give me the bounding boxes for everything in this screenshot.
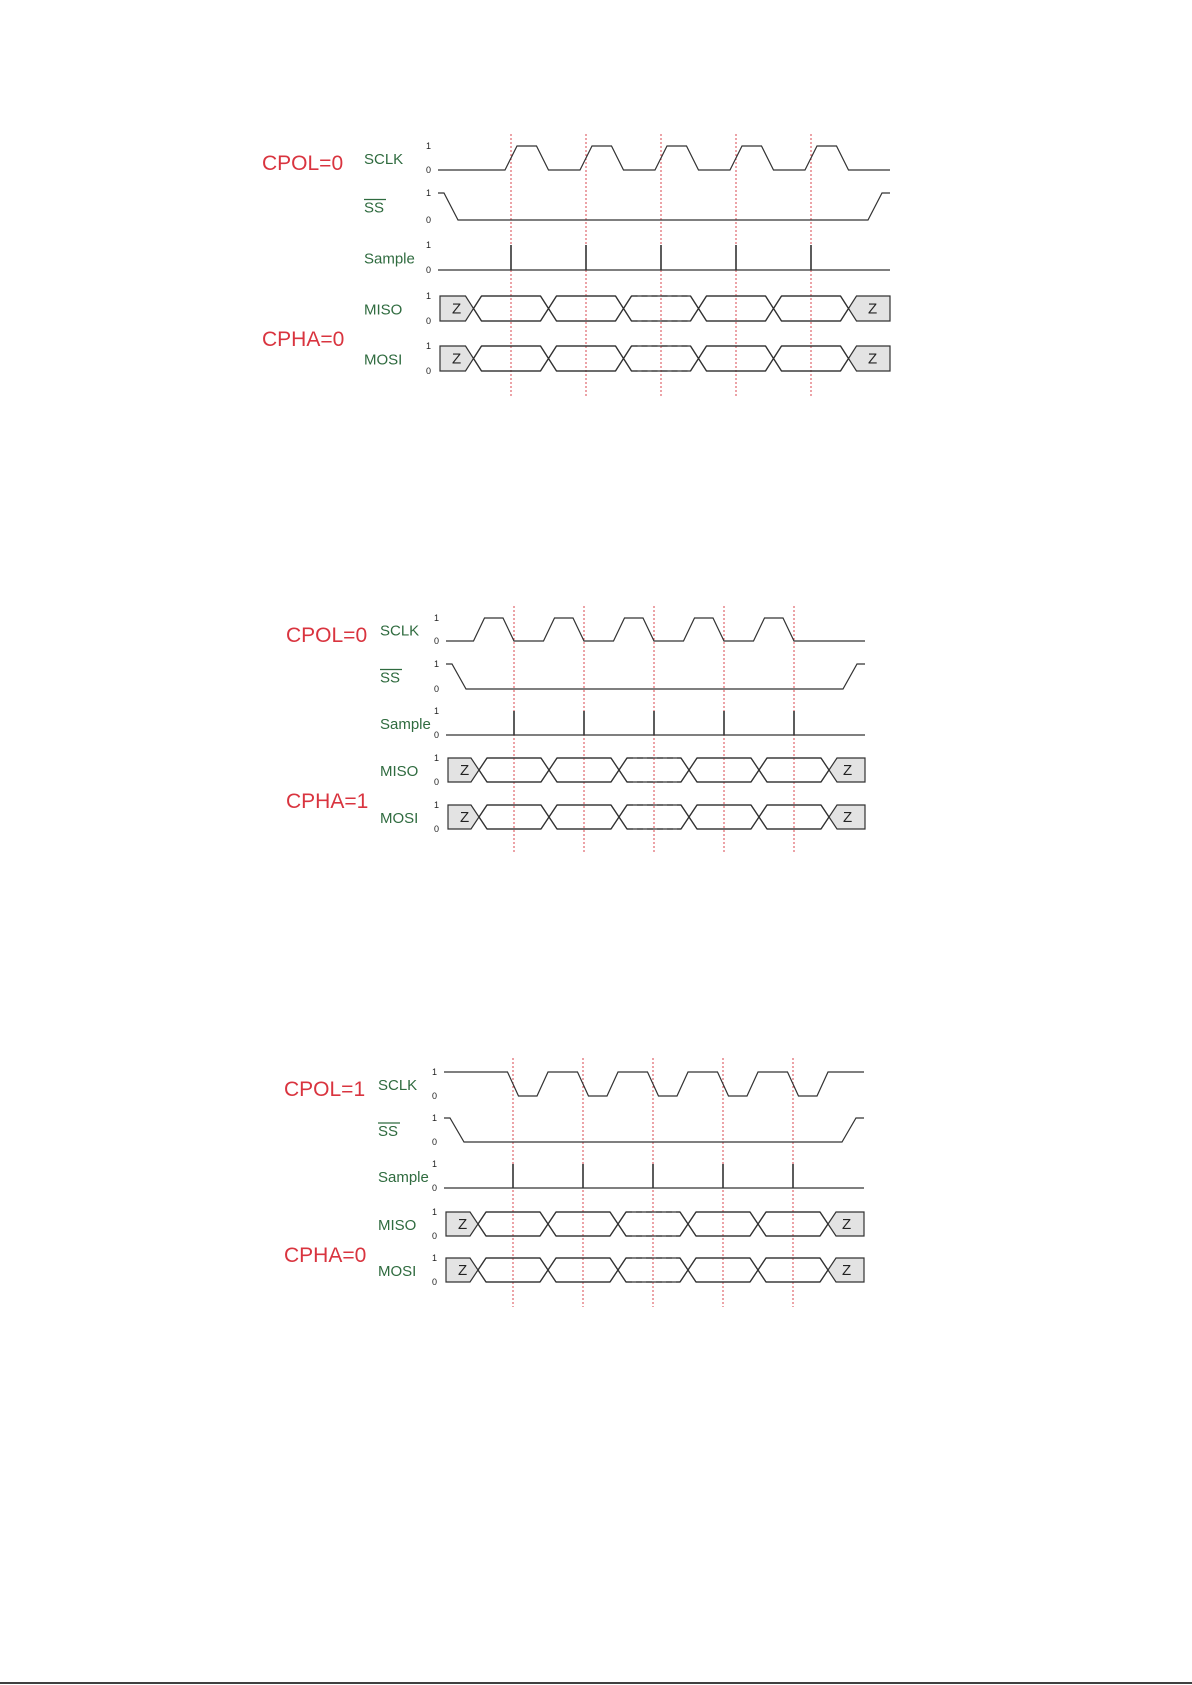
miso-edge	[548, 1224, 556, 1236]
mosi-edge	[691, 346, 699, 359]
miso-edge	[774, 296, 782, 309]
mosi-edge	[474, 359, 482, 372]
miso-edge	[611, 770, 619, 782]
miso-edge	[821, 770, 829, 782]
mosi-edge	[549, 817, 557, 829]
cpol-label: CPOL=1	[284, 1078, 366, 1101]
level-low-label: 0	[432, 1137, 438, 1147]
signal-label-mosi: MOSI	[380, 810, 419, 827]
mosi-edge	[624, 346, 632, 359]
level-low-label: 0	[432, 1277, 438, 1287]
signal-label-sample: Sample	[380, 716, 431, 733]
mosi-edge	[681, 817, 689, 829]
miso-edge	[624, 309, 632, 322]
level-high-label: 1	[432, 1113, 438, 1123]
level-low-label: 0	[426, 265, 432, 275]
cpha-label: CPHA=1	[286, 790, 369, 813]
miso-edge	[474, 309, 482, 322]
level-high-label: 1	[432, 1067, 438, 1077]
mosi-edge	[541, 817, 549, 829]
miso-edge	[681, 770, 689, 782]
mosi-edge	[479, 805, 487, 817]
mosi-edge	[611, 817, 619, 829]
mosi-z-right-label: Z	[843, 809, 853, 826]
miso-edge	[774, 309, 782, 322]
signal-label-sample: Sample	[364, 250, 415, 268]
miso-edge	[541, 758, 549, 770]
miso-edge	[751, 770, 759, 782]
miso-edge	[820, 1212, 828, 1224]
level-low-label: 0	[434, 636, 440, 646]
mosi-edge	[841, 346, 849, 359]
mosi-edge	[610, 1258, 618, 1270]
level-high-label: 1	[434, 613, 440, 623]
miso-edge	[624, 296, 632, 309]
cpha-label: CPHA=0	[284, 1244, 367, 1267]
mosi-edge	[541, 805, 549, 817]
miso-edge	[689, 770, 697, 782]
ss-waveform	[444, 1118, 864, 1142]
miso-edge	[611, 758, 619, 770]
mosi-edge	[540, 1258, 548, 1270]
miso-edge	[766, 296, 774, 309]
miso-edge	[549, 758, 557, 770]
level-low-label: 0	[432, 1091, 438, 1101]
miso-edge	[541, 309, 549, 322]
miso-edge	[750, 1224, 758, 1236]
mosi-edge	[699, 359, 707, 372]
mosi-edge	[618, 1258, 626, 1270]
miso-edge	[619, 770, 627, 782]
miso-edge	[618, 1224, 626, 1236]
miso-edge	[759, 758, 767, 770]
miso-edge	[681, 758, 689, 770]
miso-edge	[680, 1212, 688, 1224]
miso-edge	[610, 1224, 618, 1236]
miso-edge	[750, 1212, 758, 1224]
mosi-edge	[618, 1270, 626, 1282]
mosi-edge	[766, 346, 774, 359]
timing-diagram-1	[262, 134, 890, 397]
mosi-edge	[680, 1258, 688, 1270]
miso-z-right-label: Z	[868, 300, 878, 318]
miso-edge	[474, 296, 482, 309]
mosi-z-left-label: Z	[458, 1262, 468, 1279]
mosi-edge	[541, 359, 549, 372]
mosi-edge	[680, 1270, 688, 1282]
miso-z-left-label: Z	[452, 300, 462, 318]
mosi-z-left-label: Z	[460, 809, 470, 826]
miso-edge	[619, 758, 627, 770]
signal-label-miso: MISO	[378, 1217, 417, 1234]
level-low-label: 0	[432, 1231, 438, 1241]
mosi-bit-cell	[549, 805, 619, 829]
level-low-label: 0	[426, 215, 432, 225]
mosi-edge	[688, 1270, 696, 1282]
mosi-edge	[699, 346, 707, 359]
signal-label-ss: SS	[378, 1123, 399, 1140]
mosi-edge	[474, 346, 482, 359]
mosi-edge	[766, 359, 774, 372]
signal-label-sclk: SCLK	[378, 1077, 418, 1094]
miso-edge	[820, 1224, 828, 1236]
mosi-edge	[820, 1258, 828, 1270]
miso-edge	[758, 1212, 766, 1224]
mosi-edge	[759, 817, 767, 829]
level-high-label: 1	[432, 1159, 438, 1169]
miso-edge	[751, 758, 759, 770]
miso-z-right-label: Z	[842, 1216, 852, 1233]
level-high-label: 1	[434, 706, 440, 716]
mosi-edge	[774, 359, 782, 372]
mosi-edge	[479, 817, 487, 829]
level-low-label: 0	[426, 316, 432, 326]
miso-z-left-label: Z	[458, 1216, 468, 1233]
mosi-edge	[689, 817, 697, 829]
miso-edge	[540, 1224, 548, 1236]
mosi-bit-cell	[619, 805, 689, 829]
miso-edge	[766, 309, 774, 322]
mosi-edge	[619, 817, 627, 829]
mosi-edge	[478, 1270, 486, 1282]
sclk-waveform	[438, 146, 890, 170]
mosi-edge	[619, 805, 627, 817]
sclk-waveform	[444, 1072, 864, 1096]
sclk-waveform	[446, 618, 865, 641]
miso-edge	[478, 1224, 486, 1236]
miso-edge	[479, 758, 487, 770]
miso-edge	[758, 1224, 766, 1236]
ss-waveform	[438, 193, 890, 220]
mosi-edge	[820, 1270, 828, 1282]
mosi-edge	[759, 805, 767, 817]
timing-diagram-3	[284, 1058, 864, 1307]
level-low-label: 0	[434, 730, 440, 740]
mosi-edge	[478, 1258, 486, 1270]
mosi-bit-cell	[479, 805, 549, 829]
signal-label-sclk: SCLK	[364, 151, 404, 168]
level-high-label: 1	[434, 800, 440, 810]
signal-label-miso: MISO	[380, 763, 419, 780]
mosi-z-left-label: Z	[452, 350, 462, 368]
miso-edge	[616, 296, 624, 309]
mosi-edge	[821, 805, 829, 817]
level-high-label: 1	[432, 1207, 438, 1217]
mosi-z-right-label: Z	[842, 1262, 852, 1279]
level-high-label: 1	[426, 188, 432, 198]
signal-label-sample: Sample	[378, 1169, 429, 1186]
mosi-edge	[549, 359, 557, 372]
ss-waveform	[446, 664, 865, 689]
miso-edge	[540, 1212, 548, 1224]
miso-edge	[548, 1212, 556, 1224]
mosi-edge	[758, 1258, 766, 1270]
mosi-edge	[549, 346, 557, 359]
mosi-edge	[691, 359, 699, 372]
miso-edge	[759, 770, 767, 782]
mosi-edge	[774, 346, 782, 359]
miso-edge	[549, 309, 557, 322]
miso-edge	[541, 770, 549, 782]
mosi-edge	[750, 1270, 758, 1282]
mosi-edge	[616, 346, 624, 359]
mosi-edge	[751, 805, 759, 817]
cpha-label: CPHA=0	[262, 328, 345, 351]
level-high-label: 1	[432, 1253, 438, 1263]
level-low-label: 0	[434, 824, 440, 834]
mosi-edge	[548, 1258, 556, 1270]
mosi-bit-cell	[689, 805, 759, 829]
signal-label-sclk: SCLK	[380, 622, 420, 640]
level-low-label: 0	[426, 366, 432, 376]
miso-edge	[549, 770, 557, 782]
miso-edge	[691, 296, 699, 309]
mosi-edge	[841, 359, 849, 372]
level-high-label: 1	[426, 341, 432, 351]
mosi-edge	[751, 817, 759, 829]
miso-edge	[689, 758, 697, 770]
mosi-edge	[610, 1270, 618, 1282]
level-high-label: 1	[434, 753, 440, 763]
level-low-label: 0	[426, 165, 432, 175]
mosi-edge	[624, 359, 632, 372]
level-low-label: 0	[434, 777, 440, 787]
mosi-edge	[541, 346, 549, 359]
mosi-z-right-label: Z	[868, 350, 878, 368]
timing-diagram-2	[286, 606, 865, 852]
miso-edge	[610, 1212, 618, 1224]
miso-edge	[618, 1212, 626, 1224]
miso-edge	[616, 309, 624, 322]
level-high-label: 1	[426, 291, 432, 301]
miso-edge	[688, 1212, 696, 1224]
miso-edge	[841, 309, 849, 322]
signal-label-mosi: MOSI	[364, 351, 403, 369]
miso-edge	[699, 296, 707, 309]
level-low-label: 0	[434, 684, 440, 694]
miso-z-left-label: Z	[460, 762, 470, 779]
mosi-edge	[689, 805, 697, 817]
mosi-edge	[611, 805, 619, 817]
miso-edge	[821, 758, 829, 770]
signal-label-mosi: MOSI	[378, 1263, 417, 1280]
miso-edge	[841, 296, 849, 309]
mosi-edge	[540, 1270, 548, 1282]
level-high-label: 1	[434, 659, 440, 669]
miso-edge	[699, 309, 707, 322]
mosi-edge	[548, 1270, 556, 1282]
miso-edge	[478, 1212, 486, 1224]
level-high-label: 1	[426, 240, 432, 250]
miso-edge	[691, 309, 699, 322]
mosi-edge	[688, 1258, 696, 1270]
level-high-label: 1	[426, 141, 432, 151]
mosi-edge	[821, 817, 829, 829]
signal-label-ss: SS	[380, 669, 401, 687]
mosi-edge	[549, 805, 557, 817]
mosi-bit-cell	[759, 805, 829, 829]
signal-label-miso: MISO	[364, 301, 403, 319]
cpol-label: CPOL=0	[286, 624, 368, 647]
cpol-label: CPOL=0	[262, 152, 344, 175]
miso-edge	[541, 296, 549, 309]
miso-z-right-label: Z	[843, 762, 853, 779]
level-low-label: 0	[432, 1183, 438, 1193]
mosi-edge	[758, 1270, 766, 1282]
miso-edge	[549, 296, 557, 309]
miso-edge	[680, 1224, 688, 1236]
mosi-edge	[681, 805, 689, 817]
miso-edge	[479, 770, 487, 782]
signal-label-ss: SS	[364, 199, 385, 217]
mosi-edge	[750, 1258, 758, 1270]
miso-edge	[688, 1224, 696, 1236]
mosi-edge	[616, 359, 624, 372]
